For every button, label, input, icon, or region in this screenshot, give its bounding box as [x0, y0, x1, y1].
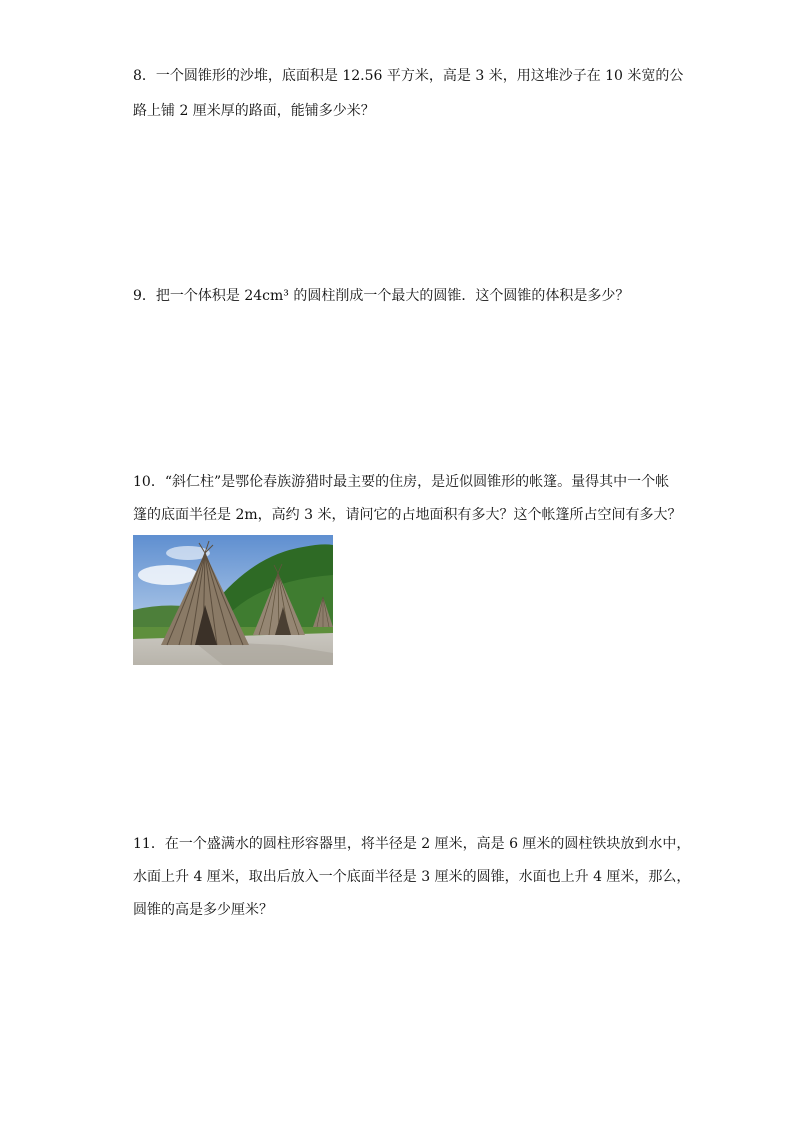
question-11-line-2: 水面上升 4 厘米，取出后放入一个底面半径是 3 厘米的圆锥，水面也上升 4 厘米，那么， [133, 869, 691, 885]
question-10-line-2: 篷的底面半径是 2m，高约 3 米，请问它的占地面积有多大？这个帐篷所占空间有多大？ [133, 507, 682, 523]
question-11-line-3: 圆锥的高是多少厘米？ [133, 902, 273, 918]
teepee-photo [133, 535, 333, 665]
question-8-line-1: 8．一个圆锥形的沙堆，底面积是 12.56 平方米，高是 3 米，用这堆沙子在 10 米宽的公 [133, 68, 684, 84]
question-8-line-2: 路上铺 2 厘米厚的路面，能铺多少米？ [133, 103, 375, 119]
question-11-line-1: 11．在一个盛满水的圆柱形容器里，将半径是 2 厘米，高是 6 厘米的圆柱铁块放到水中， [133, 836, 691, 852]
question-10-line-1: 10．“斜仁柱”是鄂伦春族游猎时最主要的住房，是近似圆锥形的帐篷。量得其中一个帐 [133, 474, 670, 490]
question-9-line-1: 9．把一个体积是 24cm³ 的圆柱削成一个最大的圆锥．这个圆锥的体积是多少？ [133, 288, 630, 304]
